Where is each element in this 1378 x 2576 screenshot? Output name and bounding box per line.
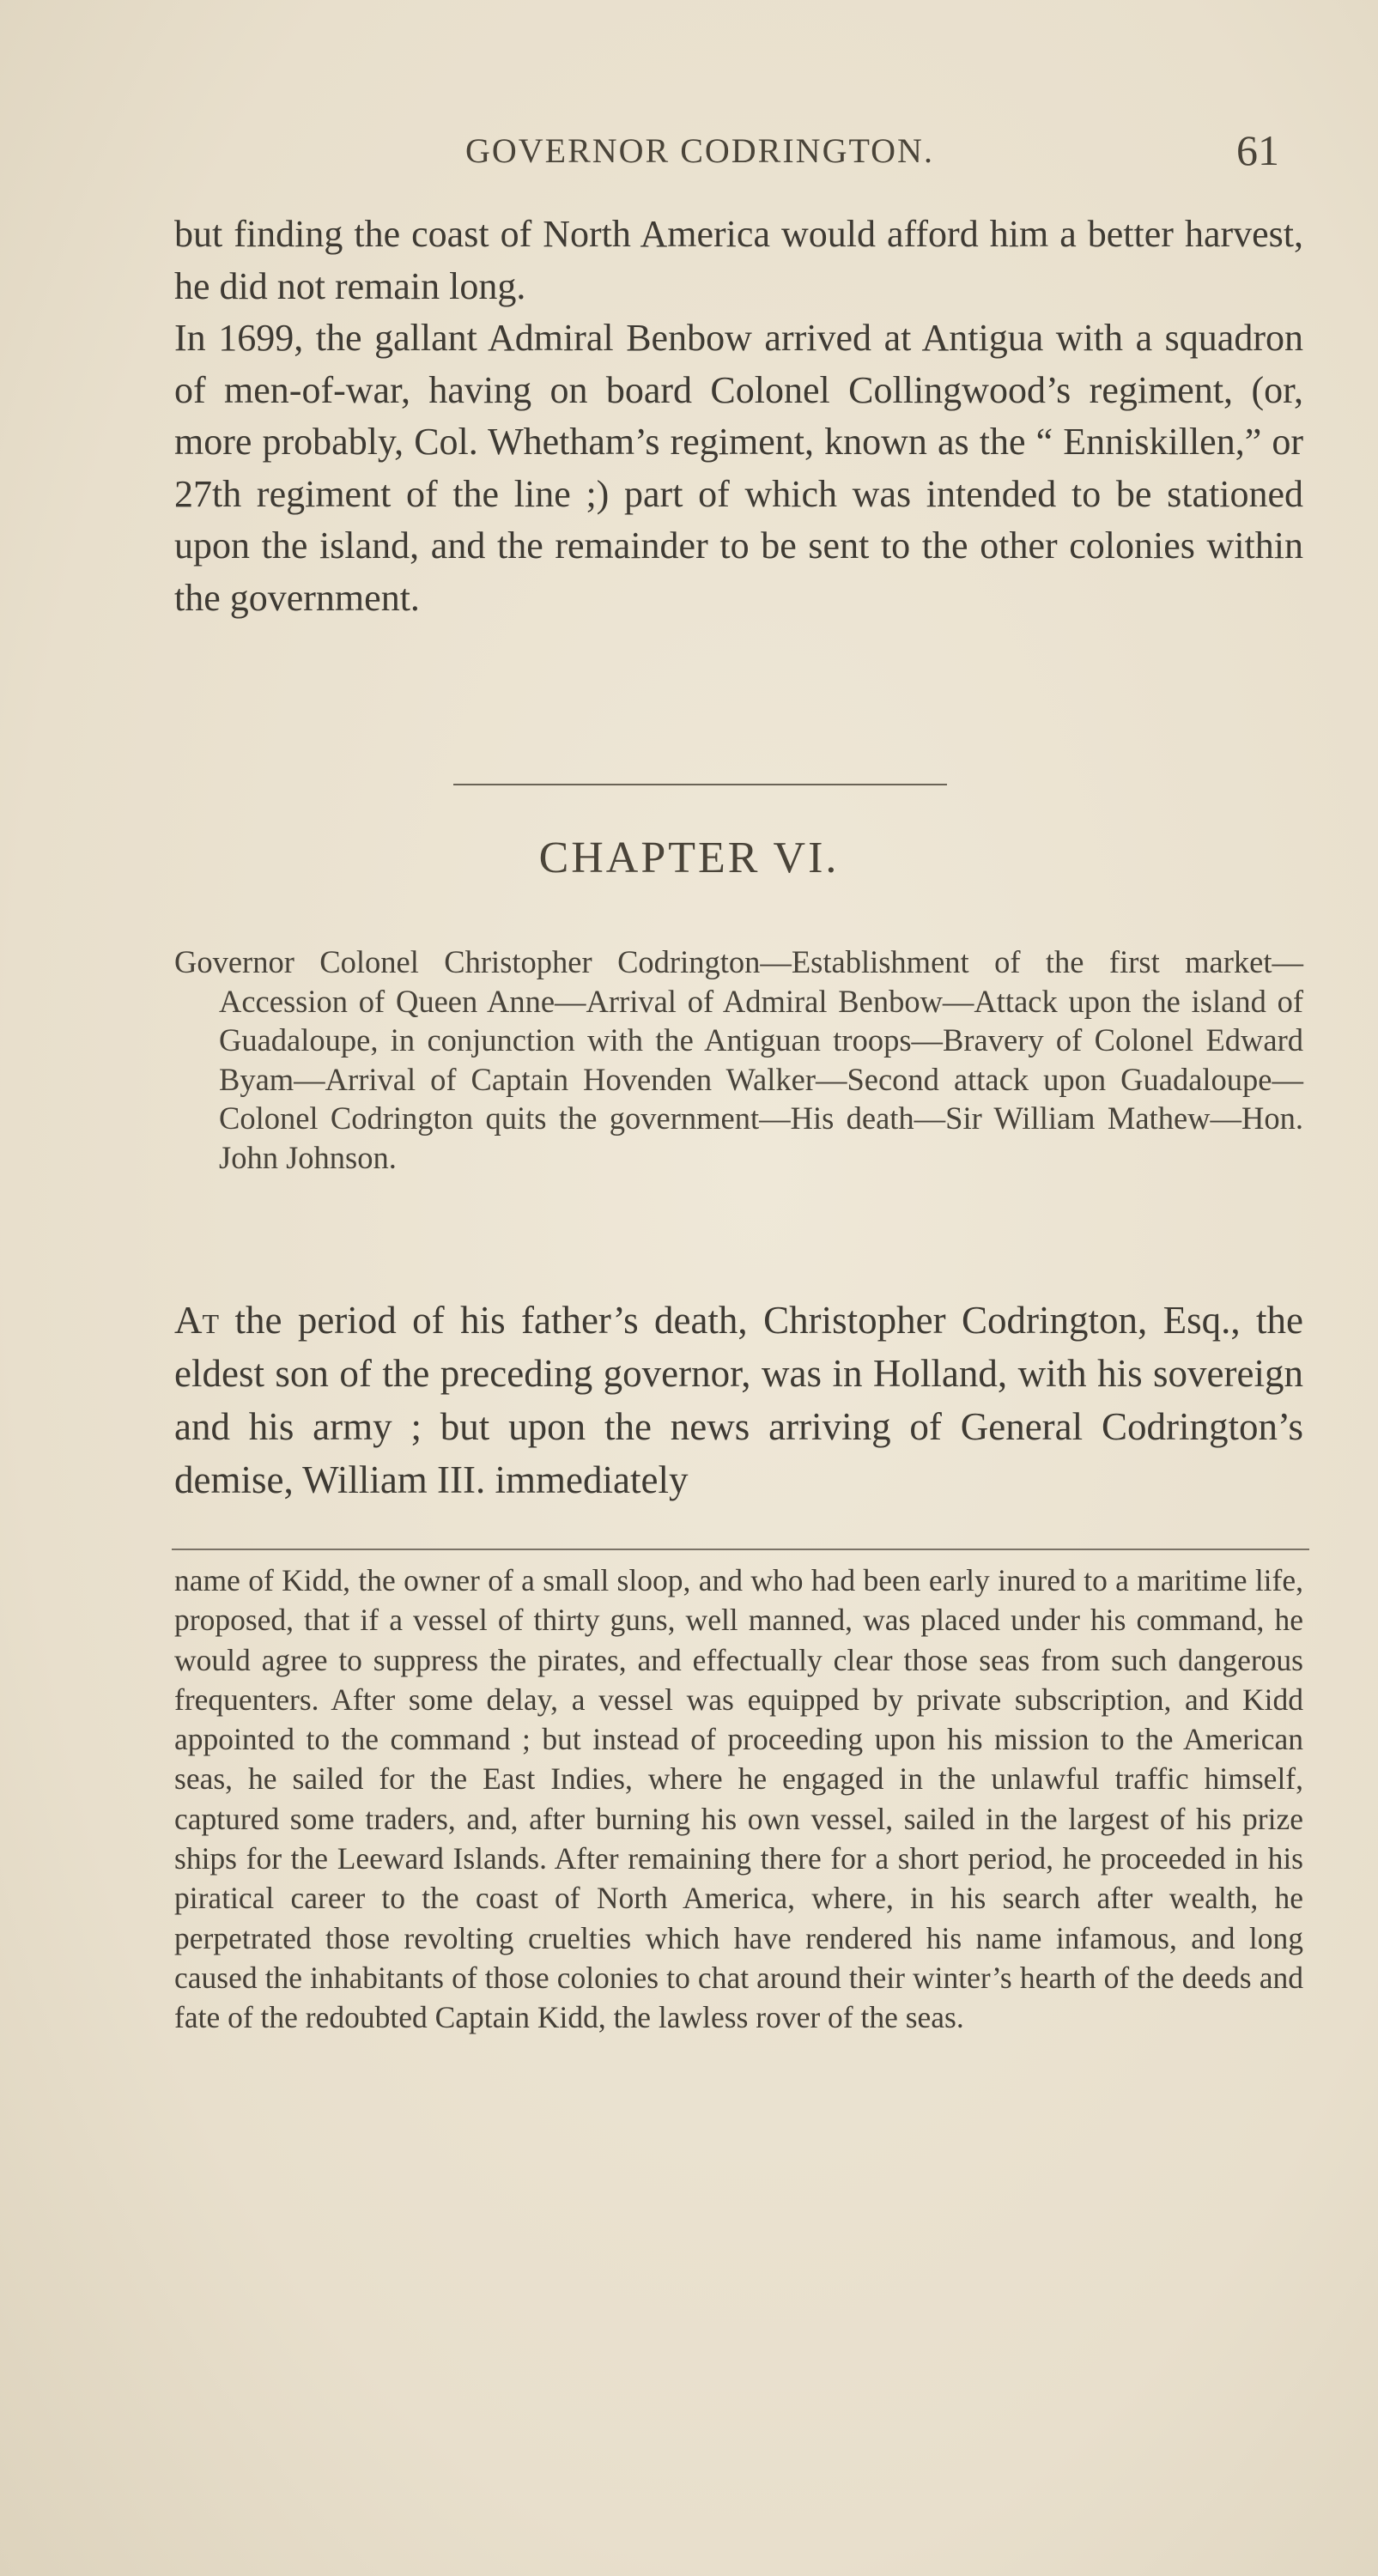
chapter-divider — [453, 784, 947, 785]
opening-word: At — [174, 1299, 220, 1342]
paragraph-benbow: In 1699, the gallant Admiral Benbow arrived at Antigua with a squadron of men-of-war, having on board Colonel Collingwood’s regiment, (or, more probably, Col. Whetham’s regiment, known as the “ Enniskillen,” or 27th regiment of the line ;) part of which was intended to be stationed upon the island, and the remainder to be sent to the other colonies within the government. — [174, 317, 1303, 619]
chapter-heading: CHAPTER VI. — [538, 833, 840, 882]
continuation-text — [174, 209, 1303, 624]
paragraph-continued: but finding the coast of North America would afford him a better harvest, he did not remain long. — [174, 213, 1303, 307]
footnote-text: name of Kidd, the owner of a small sloop, and who had been early inured to a maritime life, proposed, that if a vessel of thirty guns, well manned, was placed under his command, he would agree to suppress the pirates, and effectually clear those seas from such dangerous frequenters. After some delay, a vessel was equipped by private subscription, and Kidd appointed to the command ; but instead of proceeding upon his mission to the American seas, he sailed for the East Indies, where he engaged in the unlawful traffic himself, captured some traders, and, after burning his own vessel, sailed in the largest of his prize ships for the Leeward Islands. After remaining there for a short period, he proceeded in his piratical career to the coast of North America, where, in his search after wealth, he perpetrated those revolting cruelties which have rendered his name infamous, and long caused the inhabitants of those colonies to chat around their winter’s hearth of the deeds and fate of the redoubted Captain Kidd, the lawless rover of the seas. — [174, 1563, 1303, 2035]
footnote — [174, 1561, 1303, 2038]
running-title: GOVERNOR CODRINGTON. — [465, 131, 934, 170]
opening-paragraph: the period of his father’s death, Christopher Codrington, Esq., the eldest son of the preceding governor, was in Holland, with his sovereign and his army ; but upon the news arriving of General Codrington’s demise, William III. immediately — [174, 1299, 1303, 1501]
page-number: 61 — [1236, 126, 1279, 174]
chapter-summary: Governor Colonel Christopher Codrington—Establishment of the first market—Accession of Queen Anne—Arrival of Admiral Benbow—Attack upon the island of Guadaloupe, in conjunction with the Antiguan troops—Bravery of Colonel Edward Byam—Arrival of Captain Hovenden Walker—Second attack upon Guadaloupe—Colonel Codrington quits the government—His death—Sir William Mathew—Hon. John Johnson. — [174, 944, 1303, 1175]
footnote-divider — [172, 1549, 1309, 1550]
chapter-opening — [174, 1294, 1303, 1506]
